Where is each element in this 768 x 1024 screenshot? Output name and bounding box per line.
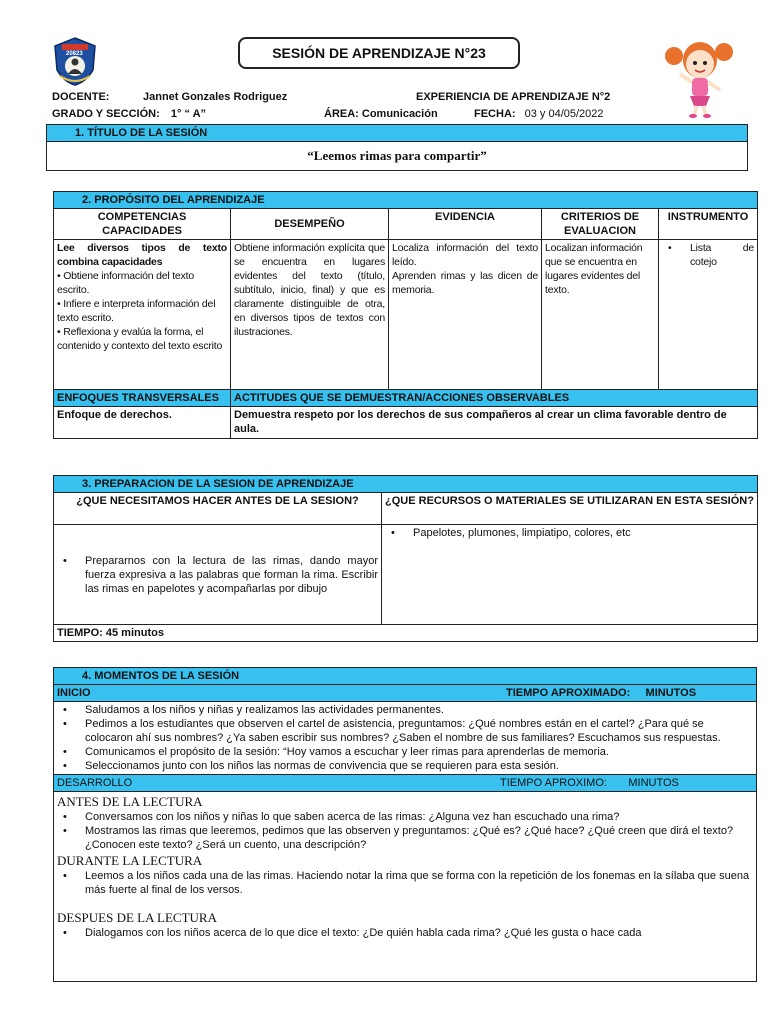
section-3-table: 3. PREPARACION DE LA SESION DE APRENDIZAJE ¿QUE NECESITAMOS HACER ANTES DE LA SESION? ¿QUE RECURSOS O MATERIALES SE UTILIZARAN EN ESTA SESIÓN? • Prepararnos con la lectura de las rimas, dando mayor fuerza expresiva a las palabras que forman la rima. Escribir las rimas en papelotes y acompañarlas por dibujo • Papelotes, plumones, limpiatipo, colores, etc TIEMPO: 45 minutos [53, 475, 758, 642]
antes-sesion-text: Prepararnos con la lectura de las rimas, dando mayor fuerza expresiva a las palabras que forman la rima. Escribir las rimas en papelotes y acompañarlas por dibujo [85, 554, 378, 595]
inicio-tiempo: TIEMPO APROXIMADO: MINUTOS [506, 687, 697, 699]
capacidad-item: • Infiere e interpreta información del texto escrito. [57, 298, 216, 324]
fecha-value: 03 y 04/05/2022 [524, 108, 604, 120]
antes-lectura-item: Conversamos con los niños y niñas lo que saben acerca de las rimas: ¿Alguna vez han escuchado una rima? [85, 811, 620, 823]
durante-lectura-heading: DURANTE LA LECTURA [57, 853, 203, 868]
section-3-heading: 3. PREPARACION DE LA SESION DE APRENDIZAJE [54, 476, 758, 493]
capacidad-item: • Reflexiona y evalúa la forma, el contenido y contexto del texto escrito [57, 326, 223, 352]
school-logo [52, 36, 98, 86]
section-4-table: 4. MOMENTOS DE LA SESIÓN INICIO TIEMPO APROXIMADO: MINUTOS • Saludamos a los niños y niñas y realizamos las actividades permanentes. • Pedimos a los estudiantes que observen el cartel de asistencia, preguntamos: ¿Qué nombres están en el cartel? ¿Para qué se colocaron ahí sus nombres? ¿Ya saben escribir sus nombres? ¿Saben el nombre de sus familiares? Escuchamos sus respuestas. • Comunicamos el propósito de la sesión: “Hoy vamos a escuchar y leer rimas para aprenderlas de memoria. • Seleccionamos junto con los niños las normas de convivencia que se requieren para esta sesión. DESARROLLO TIEMPO APROXIMO: MINUTOS ANTES DE LA LECTURA • Conversamos con los niños y niñas lo que saben acerca de las rimas: ¿Alguna vez han escuchado una rima? • Mostramos las rimas que leeremos, pedimos que las observen y preguntamos: ¿Qué es? ¿Qué hace? ¿Qué creen que dirá el texto? ¿Conocen este texto? ¿Será un cuento, una descripción? DURANTE LA LECTURA • Leemos a los niños cada una de las rimas. Haciendo notar la rima que se forma con la repetición de los fonemas en la sílaba que suena más fuerte al final de los versos. DESPUES DE LA LECTURA • Dialogamos con los niños acerca de lo que dice el texto: ¿De quién habla cada rima? ¿Qué les gusta o hace cada [53, 667, 757, 982]
section-1-table [46, 124, 748, 171]
col-evidencia: EVIDENCIA [389, 209, 542, 240]
session-title: SESIÓN DE APRENDIZAJE N°23 [272, 45, 486, 61]
experiencia: EXPERIENCIA DE APRENDIZAJE N°2 [416, 91, 611, 103]
capacidad-item: • Obtiene información del texto escrito. [57, 270, 194, 296]
inicio-item: Comunicamos el propósito de la sesión: “Hoy vamos a escuchar y leer rimas para aprenderlas de memoria. [85, 746, 609, 758]
inicio-label: INICIO [57, 687, 91, 699]
criterios-text: Localizan información que se encuentra en lugares evidentes del texto. [542, 240, 659, 390]
enfoque-text: Enfoque de derechos. [54, 407, 231, 439]
tiempo-total: TIEMPO: 45 minutos [54, 625, 758, 642]
inicio-item: Saludamos a los niños y niñas y realizamos las actividades permanentes. [85, 704, 444, 716]
section-2-table: 2. PROPÓSITO DEL APRENDIZAJE COMPETENCIAS CAPACIDADES DESEMPEÑO EVIDENCIA CRITERIOS DE EVALUACION INSTRUMENTO Lee diversos tipos de texto combina capacidades • Obtiene información del texto escrito. • Infiere e interpreta información del texto escrito. • Reflexiona y evalúa la forma, el contenido y contexto del texto escrito Obtiene información explícita que se encuentra en lugares evidentes del texto (título, subtítulo, inicio, final) y que es claramente distinguible de otra, en diversos tipos de textos con ilustraciones. Localiza información del texto leído. Aprenden rimas y las dicen de memoria. Localizan información que se encuentra en lugares evidentes del texto. • Lista de cotejo ENFOQUES TRANSVERSALES ACTITUDES QUE SE DEMUESTRAN/ACCIONES OBSERVABLES Enfoque de derechos. Demuestra respeto por los derechos de sus compañeros al crear un clima favorable dentro de aula. [53, 191, 758, 439]
actitud-text: Demuestra respeto por los derechos de sus compañeros al crear un clima favorable dentro de aula. [231, 407, 758, 439]
session-title-box [238, 37, 520, 69]
desempeno-text: Obtiene información explícita que se encuentra en lugares evidentes del texto (título, subtítulo, inicio, final) y que es claramente distinguible de otra, en diversos tipos de textos con ilustraciones. [231, 240, 389, 390]
section-4-heading: 4. MOMENTOS DE LA SESIÓN [54, 668, 757, 685]
col-criterios: CRITERIOS DE EVALUACION [542, 209, 659, 240]
durante-lectura-item: Leemos a los niños cada una de las rimas. Haciendo notar la rima que se forma con la repetición de los fonemas en la sílaba que suena más fuerte al final de los versos. [85, 870, 750, 896]
desarrollo-label: DESARROLLO [57, 777, 133, 789]
despues-lectura-heading: DESPUES DE LA LECTURA [57, 910, 217, 925]
logo-number: 20823 [66, 51, 83, 57]
section-2-heading: 2. PROPÓSITO DEL APRENDIZAJE [54, 192, 758, 209]
col-competencias: COMPETENCIAS CAPACIDADES [54, 209, 231, 240]
session-topic: “Leemos rimas para compartir” [47, 142, 748, 171]
section-1-heading: 1. TÍTULO DE LA SESIÓN [47, 125, 748, 142]
area-label: ÁREA: Comunicación [324, 108, 438, 120]
antes-lectura-item: Mostramos las rimas que leeremos, pedimos que las observen y preguntamos: ¿Qué es? ¿Qué hace? ¿Qué creen que dirá el texto? ¿Conocen este texto? ¿Será un cuento, una descripción? [85, 825, 734, 851]
antes-lectura-heading: ANTES DE LA LECTURA [57, 794, 203, 809]
fecha-label: FECHA: [474, 108, 516, 120]
evidencia-2: Aprenden rimas y las dicen de memoria. [392, 270, 538, 296]
instrumento-text: Lista de cotejo [690, 242, 755, 268]
competencia-title: Lee diversos tipos de texto combina capacidades [57, 242, 227, 268]
col-instrumento: INSTRUMENTO [659, 209, 758, 240]
actitudes-label: ACTITUDES QUE SE DEMUESTRAN/ACCIONES OBSERVABLES [231, 390, 758, 407]
recursos-text: Papelotes, plumones, limpiatipo, colores, etc [413, 527, 631, 539]
inicio-item: Pedimos a los estudiantes que observen el cartel de asistencia, preguntamos: ¿Qué nombres están en el cartel? ¿Para qué se colocaron ahí sus nombres? ¿Ya saben escribir sus nombres? ¿Saben el nombre de sus familiares? Escuchamos sus respuestas. [85, 718, 721, 744]
girl-illustration [660, 36, 740, 118]
col-recursos: ¿QUE RECURSOS O MATERIALES SE UTILIZARAN EN ESTA SESIÓN? [382, 493, 758, 525]
grado-label: GRADO Y SECCIÓN: [52, 108, 160, 120]
desarrollo-tiempo: TIEMPO APROXIMO: MINUTOS [500, 777, 679, 789]
col-antes-sesion: ¿QUE NECESITAMOS HACER ANTES DE LA SESION? [54, 493, 382, 525]
despues-lectura-item: Dialogamos con los niños acerca de lo que dice el texto: ¿De quién habla cada rima? ¿Qué les gusta o hace cada [85, 927, 642, 939]
inicio-item: Seleccionamos junto con los niños las normas de convivencia que se requieren para esta sesión. [85, 760, 559, 772]
enfoques-label: ENFOQUES TRANSVERSALES [54, 390, 231, 407]
grado-value: 1° “ A” [170, 108, 207, 120]
docente-label: DOCENTE: [52, 91, 110, 103]
evidencia-1: Localiza información del texto leído. [392, 242, 538, 268]
col-desempeno: DESEMPEÑO [231, 209, 389, 240]
docente-value: Jannet Gonzales Rodriguez [143, 91, 288, 103]
